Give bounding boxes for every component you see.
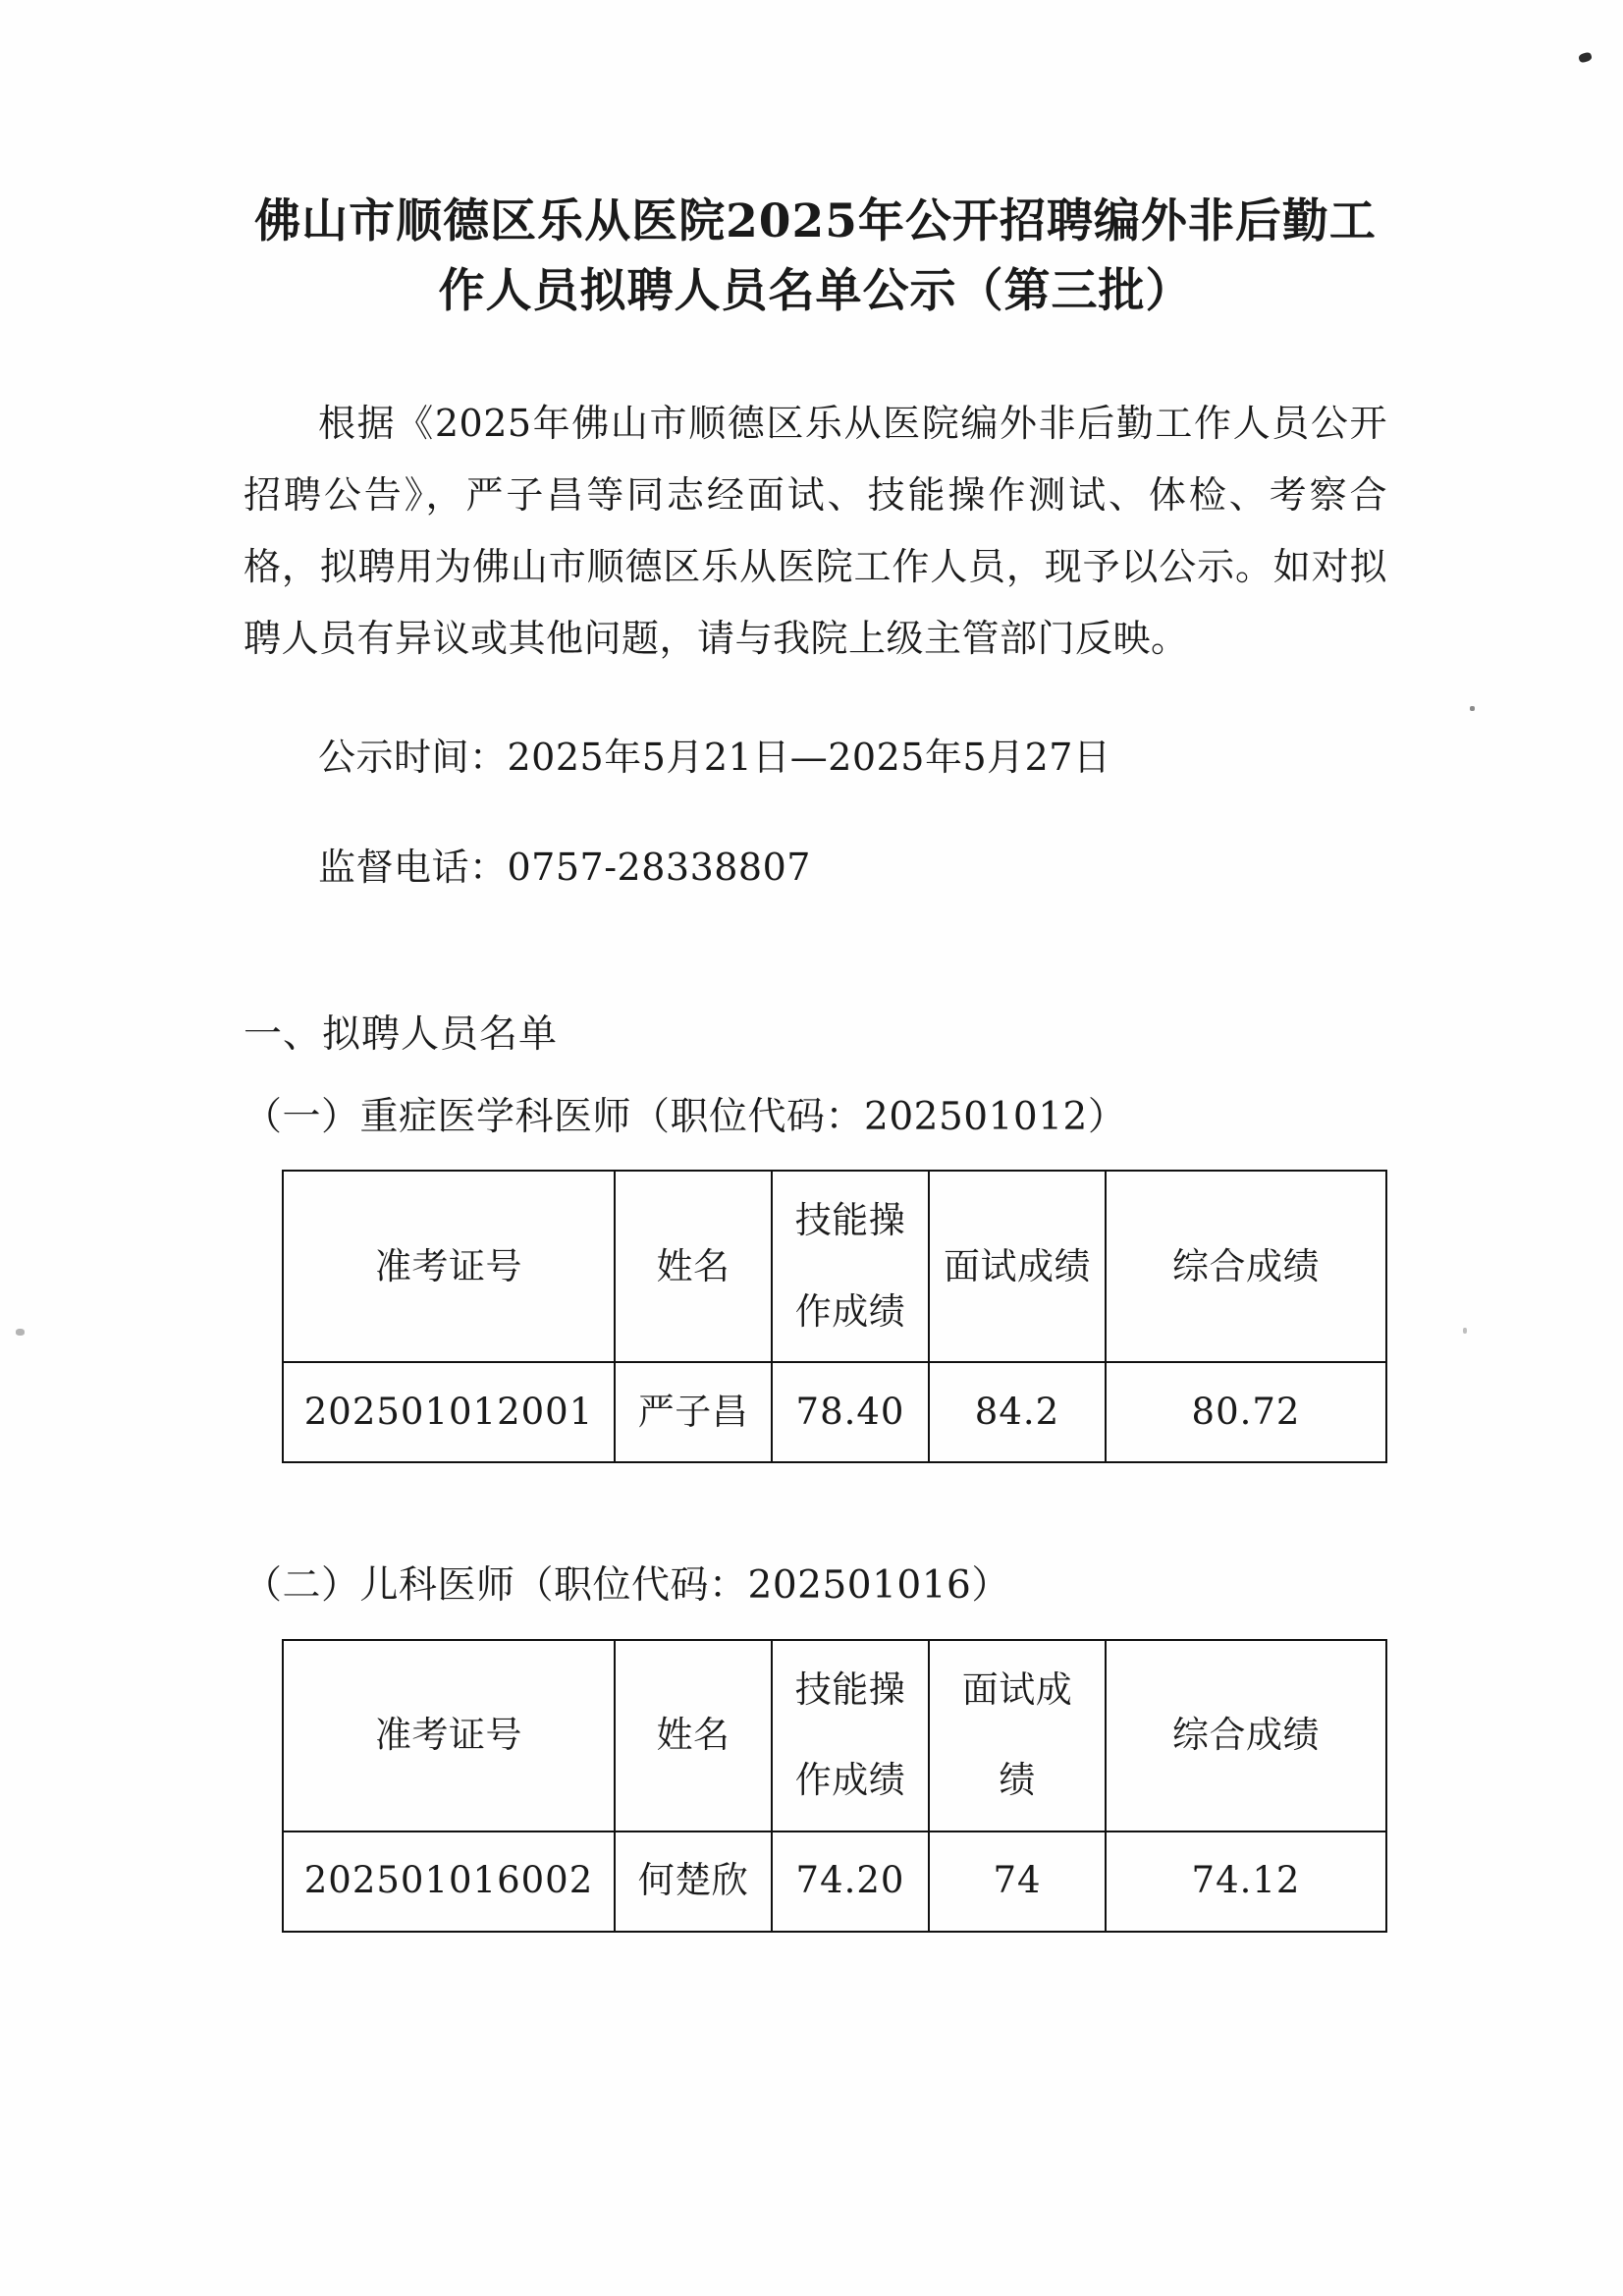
document-body <box>243 0 1387 1933</box>
column-header-skill-score-line1: 技能操 <box>794 1667 906 1711</box>
cell-name: 严子昌 <box>615 1362 772 1462</box>
column-header-skill-score-line2: 作成绩 <box>794 1289 906 1333</box>
page-title: 佛山市顺德区乐从医院2025年公开招聘编外非后勤工作人员拟聘人员名单公示（第三批） <box>254 194 1377 319</box>
cell-skill-score: 74.20 <box>772 1831 929 1932</box>
column-header-interview-score: 面试成绩 <box>929 1171 1106 1362</box>
column-header-name: 姓名 <box>615 1171 772 1362</box>
column-header-interview-score-line2: 绩 <box>999 1759 1036 1802</box>
column-header-total-score: 综合成绩 <box>1106 1640 1386 1831</box>
table-header-row <box>283 1171 1386 1362</box>
roster-table-2 <box>282 1639 1387 1933</box>
column-header-total-score: 综合成绩 <box>1106 1171 1386 1362</box>
column-header-skill-score-line2: 作成绩 <box>794 1759 906 1802</box>
column-header-interview-score <box>929 1640 1106 1831</box>
table-header-row <box>283 1640 1386 1831</box>
supervise-phone-text: 监督电话：0757-28338807 <box>318 845 811 889</box>
scan-speck-icon <box>1463 1328 1467 1334</box>
column-header-ticket: 准考证号 <box>283 1171 615 1362</box>
column-header-ticket: 准考证号 <box>283 1640 615 1831</box>
scan-speck-icon <box>1578 51 1593 64</box>
column-header-skill-score <box>772 1171 929 1362</box>
cell-total-score: 80.72 <box>1106 1362 1386 1462</box>
column-header-name: 姓名 <box>615 1640 772 1831</box>
table-row <box>283 1831 1386 1932</box>
cell-ticket: 202501012001 <box>283 1362 615 1462</box>
column-header-interview-score-line1: 面试成 <box>961 1667 1073 1711</box>
column-header-skill-score-line1: 技能操 <box>794 1199 906 1242</box>
group-heading-2: （二）儿科医师（职位代码：202501016） <box>243 1563 1010 1609</box>
scan-speck-icon <box>16 1329 25 1336</box>
cell-interview-score: 74 <box>929 1831 1106 1932</box>
section-heading-roster: 一、拟聘人员名单 <box>243 1012 559 1058</box>
cell-total-score: 74.12 <box>1106 1831 1386 1932</box>
cell-name: 何楚欣 <box>615 1831 772 1932</box>
cell-skill-score: 78.40 <box>772 1362 929 1462</box>
intro-paragraph: 根据《2025年佛山市顺德区乐从医院编外非后勤工作人员公开招聘公告》，严子昌等同志经面试、技能操作测试、体检、考察合格，拟聘用为佛山市顺德区乐从医院工作人员，现予以公示。如对拟聘人员有异议或其他问题，请与我院上级主管部门反映。 <box>243 401 1387 660</box>
table-row <box>283 1362 1386 1462</box>
cell-ticket: 202501016002 <box>283 1831 615 1932</box>
roster-table-1 <box>282 1170 1387 1463</box>
group-heading-1: （一）重症医学科医师（职位代码：202501012） <box>243 1095 1127 1140</box>
column-header-skill-score <box>772 1640 929 1831</box>
scan-speck-icon <box>1470 706 1475 711</box>
cell-interview-score: 84.2 <box>929 1362 1106 1462</box>
notice-period-text: 公示时间：2025年5月21日—2025年5月27日 <box>318 735 1111 779</box>
